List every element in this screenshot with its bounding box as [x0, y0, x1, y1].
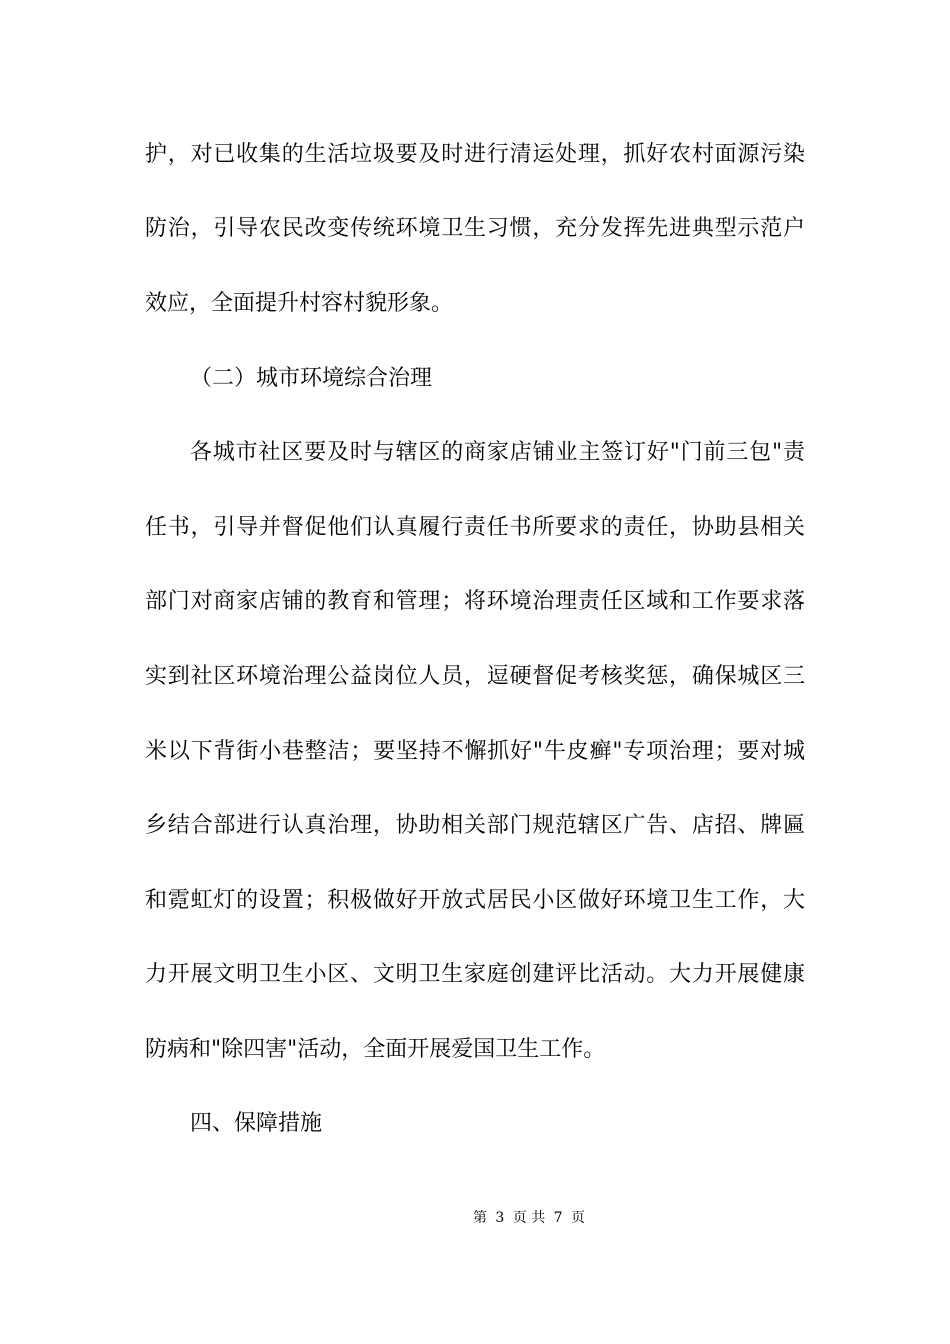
paragraph-2-line-2: 任书，引导并督促他们认真履行责任书所要求的责任，协助县相关	[145, 515, 805, 540]
paragraph-1-line-3: 效应，全面提升村容村貌形象。	[145, 291, 454, 316]
paragraph-2-line-4: 实到社区环境治理公益岗位人员，逗硬督促考核奖惩，确保城区三	[145, 664, 805, 689]
paragraph-2-line-6: 乡结合部进行认真治理，协助相关部门规范辖区广告、店招、牌匾	[145, 813, 805, 838]
paragraph-2-line-9: 防病和"除四害"活动，全面开展爱国卫生工作。	[145, 1037, 606, 1062]
paragraph-2-line-3: 部门对商家店铺的教育和管理；将环境治理责任区域和工作要求落	[145, 589, 805, 614]
section-heading-safeguard-measures: 四、保障措施	[190, 1111, 323, 1136]
paragraph-1-line-1: 护，对已收集的生活垃圾要及时进行清运处理，抓好农村面源污染	[145, 142, 805, 167]
footer-prefix: 第	[472, 1210, 487, 1226]
footer-current-page: 3	[495, 1210, 505, 1226]
paragraph-2-line-7: 和霓虹灯的设置；积极做好开放式居民小区做好环境卫生工作，大	[145, 888, 805, 913]
footer-total-pages: 7	[553, 1210, 563, 1226]
footer-middle: 页 共	[512, 1210, 546, 1226]
page-footer	[0, 1208, 950, 1228]
paragraph-2-line-8: 力开展文明卫生小区、文明卫生家庭创建评比活动。大力开展健康	[145, 962, 805, 987]
footer-suffix: 页	[571, 1210, 586, 1226]
paragraph-2-line-5: 米以下背街小巷整洁；要坚持不懈抓好"牛皮癣"专项治理；要对城	[145, 739, 805, 764]
paragraph-2-line-1: 各城市社区要及时与辖区的商家店铺业主签订好"门前三包"责	[190, 440, 805, 465]
section-heading-city-environment: （二）城市环境综合治理	[190, 366, 433, 391]
paragraph-1-line-2: 防治，引导农民改变传统环境卫生习惯，充分发挥先进典型示范户	[145, 216, 805, 241]
